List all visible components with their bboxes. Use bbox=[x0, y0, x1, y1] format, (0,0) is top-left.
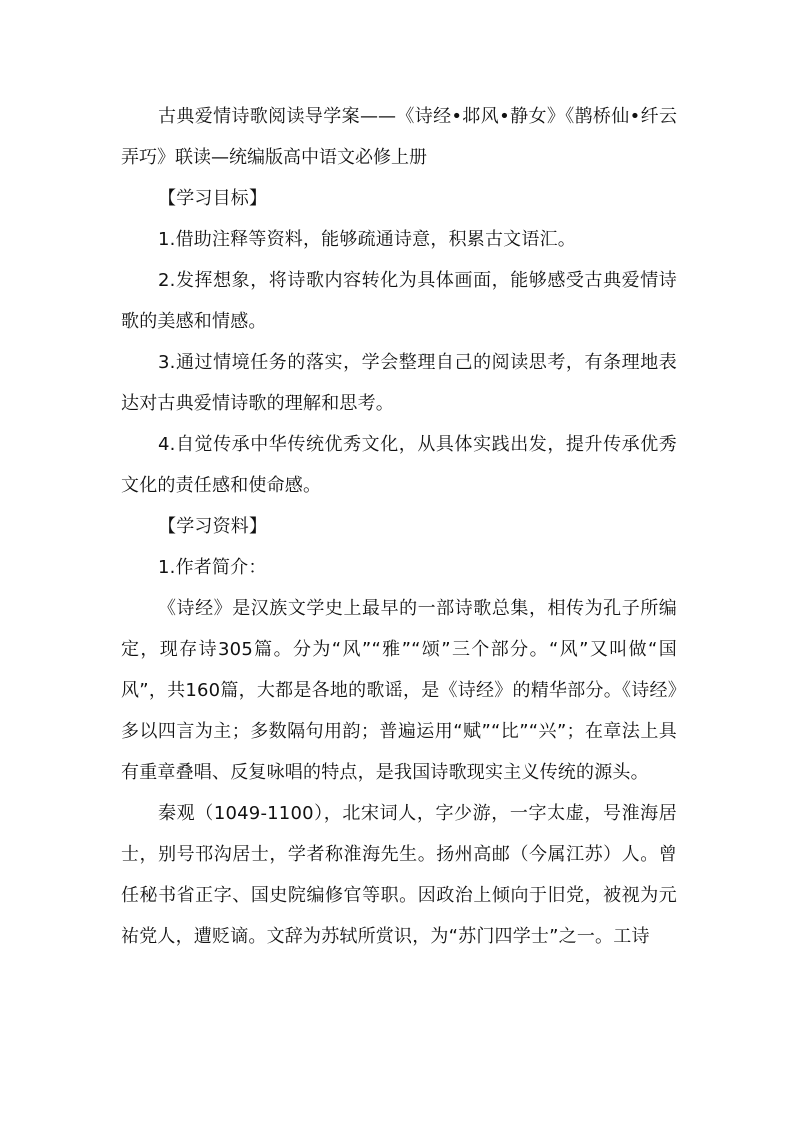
materials-heading: 【学习资料】 bbox=[158, 516, 268, 537]
qinguan-paragraph: 秦观（1049-1100），北宋词人，字少游，一字太虚，号淮海居士，别号邗沟居士，学者称淮海先生。扬州高邮（今属江苏）人。曾任秘书省正字、国史院编修官等职。因政治上倾向于旧党，被视为元祐党人，遭贬谪。文辞为苏轼所赏识，为“苏门四学士”之一。工诗 bbox=[121, 803, 677, 947]
objective-item: 1.借助注释等资料，能够疏通诗意，积累古文语汇。 bbox=[158, 229, 576, 250]
shijing-paragraph: 《诗经》是汉族文学史上最早的一部诗歌总集，相传为孔子所编定，现存诗305篇。分为“风”“雅”“颂”三个部分。“风”又叫做“国风”，共160篇，大都是各地的歌谣，是《诗经》的精华部分。《诗经》多以四言为主；多数隔句用韵；普遍运用“赋”“比”“兴”；在章法上具有重章叠唱、反复咏唱的特点，是我国诗歌现实主义传统的源头。 bbox=[121, 598, 677, 783]
author-intro-label: 1.作者简介： bbox=[158, 557, 267, 578]
objective-item: 2.发挥想象，将诗歌内容转化为具体画面，能够感受古典爱情诗歌的美感和情感。 bbox=[121, 270, 677, 332]
objective-item: 3.通过情境任务的落实，学会整理自己的阅读思考，有条理地表达对古典爱情诗歌的理解和思考。 bbox=[121, 352, 677, 414]
objective-item: 4.自觉传承中华传统优秀文化，从具体实践出发，提升传承优秀文化的责任感和使命感。 bbox=[121, 434, 677, 496]
objectives-heading: 【学习目标】 bbox=[158, 188, 268, 209]
document-title: 古典爱情诗歌阅读导学案——《诗经•邶风•静女》《鹊桥仙•纤云弄巧》联读—统编版高中语文必修上册 bbox=[121, 106, 677, 168]
document-body bbox=[121, 96, 677, 957]
